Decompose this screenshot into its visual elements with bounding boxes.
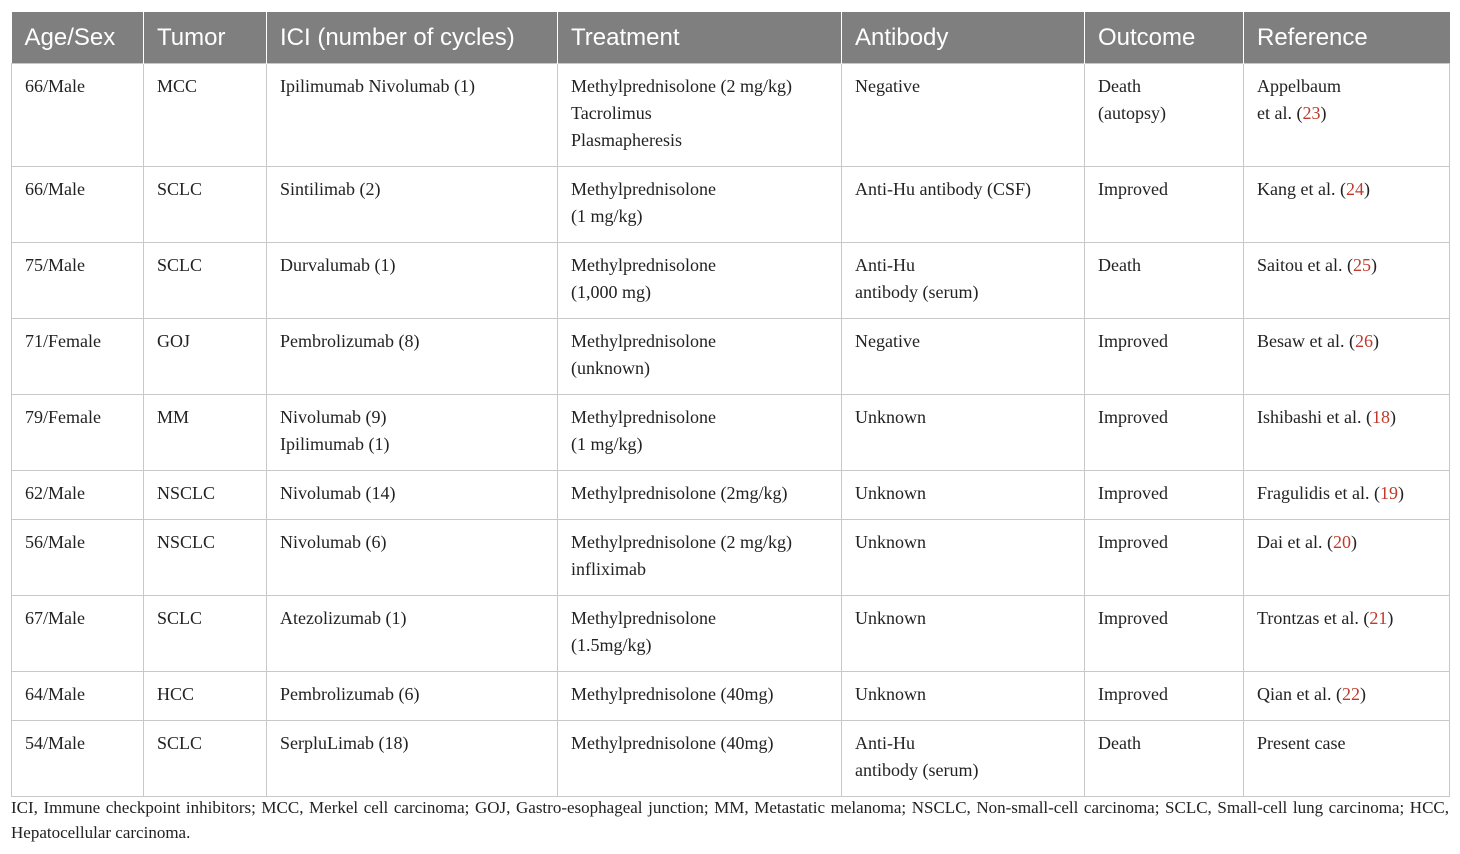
cell-ici-line: Pembrolizumab (8) bbox=[280, 331, 420, 351]
cell-reference bbox=[1244, 721, 1450, 797]
header-antibody: Antibody bbox=[842, 12, 1085, 64]
cell-reference bbox=[1244, 395, 1450, 471]
cell-outcome-line: Improved bbox=[1098, 179, 1168, 199]
cell-treatment-line: Methylprednisolone (2mg/kg) bbox=[571, 483, 788, 503]
reference-citation bbox=[1257, 328, 1436, 355]
reference-number-link[interactable]: 19 bbox=[1379, 483, 1398, 503]
cell-tumor: NSCLC bbox=[144, 471, 267, 520]
cell-treatment bbox=[558, 167, 842, 243]
cell-ici bbox=[267, 596, 558, 672]
cell-antibody bbox=[842, 672, 1085, 721]
cell-outcome bbox=[1085, 596, 1244, 672]
cell-ici-line: Atezolizumab (1) bbox=[280, 608, 407, 628]
cell-treatment bbox=[558, 395, 842, 471]
cell-antibody bbox=[842, 596, 1085, 672]
reference-number-link[interactable]: 24 bbox=[1345, 179, 1364, 199]
cell-treatment bbox=[558, 471, 842, 520]
cell-tumor: SCLC bbox=[144, 243, 267, 319]
cell-ici-line: Durvalumab (1) bbox=[280, 255, 396, 275]
cell-reference bbox=[1244, 167, 1450, 243]
cell-age-sex: 62/Male bbox=[12, 471, 144, 520]
cell-treatment bbox=[558, 596, 842, 672]
header-ici: ICI (number of cycles) bbox=[267, 12, 558, 64]
cell-outcome-line: Improved bbox=[1098, 532, 1168, 552]
header-tumor: Tumor bbox=[144, 12, 267, 64]
cell-antibody bbox=[842, 319, 1085, 395]
cell-antibody-line: Anti-Hu bbox=[855, 733, 915, 753]
cell-outcome-line: Death bbox=[1098, 733, 1141, 753]
table-row bbox=[12, 672, 1450, 721]
reference-citation bbox=[1257, 529, 1436, 556]
cell-treatment-line: Tacrolimus bbox=[571, 103, 652, 123]
table-footnote: ICI, Immune checkpoint inhibitors; MCC, Merkel cell carcinoma; GOJ, Gastro-esophageal junction; MM, Metastatic melanoma; NSCLC, Non-small-cell carcinoma; SCLC, Small-cell lung carcinoma; HCC, Hepatocellular carcinoma. bbox=[11, 798, 1449, 842]
cell-antibody-line: Unknown bbox=[855, 407, 926, 427]
cell-outcome bbox=[1085, 721, 1244, 797]
reference-number-link[interactable]: 26 bbox=[1354, 331, 1373, 351]
cell-antibody bbox=[842, 243, 1085, 319]
reference-line: Present case bbox=[1257, 733, 1346, 753]
reference-authors: Ishibashi et al. ( bbox=[1257, 407, 1372, 427]
cell-ici bbox=[267, 721, 558, 797]
cell-ici bbox=[267, 243, 558, 319]
reference-line: Appelbaum bbox=[1257, 76, 1341, 96]
cell-tumor: SCLC bbox=[144, 167, 267, 243]
reference-citation bbox=[1257, 176, 1436, 203]
table-row bbox=[12, 471, 1450, 520]
table-row bbox=[12, 520, 1450, 596]
cell-antibody-line: Anti-Hu antibody (CSF) bbox=[855, 179, 1032, 199]
cell-age-sex: 54/Male bbox=[12, 721, 144, 797]
cell-reference bbox=[1244, 520, 1450, 596]
table-row bbox=[12, 721, 1450, 797]
cell-treatment bbox=[558, 64, 842, 167]
cell-reference bbox=[1244, 243, 1450, 319]
cell-antibody bbox=[842, 520, 1085, 596]
table-row bbox=[12, 64, 1450, 167]
reference-number-link[interactable]: 21 bbox=[1369, 608, 1388, 628]
cell-ici-line: Nivolumab (14) bbox=[280, 483, 396, 503]
reference-citation bbox=[1257, 480, 1436, 507]
cell-antibody-line: Unknown bbox=[855, 684, 926, 704]
reference-number-link[interactable]: 23 bbox=[1302, 103, 1321, 123]
cell-age-sex: 64/Male bbox=[12, 672, 144, 721]
reference-number-link[interactable]: 18 bbox=[1371, 407, 1390, 427]
cell-ici bbox=[267, 319, 558, 395]
header-treatment: Treatment bbox=[558, 12, 842, 64]
reference-citation bbox=[1257, 100, 1436, 127]
cell-age-sex: 66/Male bbox=[12, 167, 144, 243]
cell-tumor: NSCLC bbox=[144, 520, 267, 596]
reference-close-paren: ) bbox=[1397, 483, 1404, 503]
cell-treatment-line: Plasmapheresis bbox=[571, 130, 682, 150]
table-body bbox=[12, 64, 1450, 797]
reference-citation bbox=[1257, 605, 1436, 632]
cell-ici-line: Ipilimumab Nivolumab (1) bbox=[280, 76, 475, 96]
cell-tumor: MM bbox=[144, 395, 267, 471]
reference-number-link[interactable]: 25 bbox=[1352, 255, 1371, 275]
cell-ici bbox=[267, 520, 558, 596]
cell-treatment bbox=[558, 520, 842, 596]
reference-authors: Besaw et al. ( bbox=[1257, 331, 1355, 351]
cell-treatment-line: Methylprednisolone (40mg) bbox=[571, 733, 774, 753]
cell-treatment-line: Methylprednisolone bbox=[571, 255, 716, 275]
reference-citation bbox=[1257, 252, 1436, 279]
cell-treatment-line: Methylprednisolone (2 mg/kg) bbox=[571, 76, 792, 96]
cell-ici-line: Ipilimumab (1) bbox=[280, 434, 390, 454]
cell-treatment-line: Methylprednisolone bbox=[571, 331, 716, 351]
reference-close-paren: ) bbox=[1370, 255, 1377, 275]
cell-age-sex: 75/Male bbox=[12, 243, 144, 319]
reference-close-paren: ) bbox=[1389, 407, 1396, 427]
reference-number-link[interactable]: 22 bbox=[1341, 684, 1360, 704]
header-row bbox=[12, 12, 1450, 64]
cell-treatment-line: infliximab bbox=[571, 559, 646, 579]
cell-ici bbox=[267, 395, 558, 471]
cell-treatment-line: (1 mg/kg) bbox=[571, 206, 643, 226]
cell-reference bbox=[1244, 672, 1450, 721]
cell-ici-line: Nivolumab (6) bbox=[280, 532, 387, 552]
reference-close-paren: ) bbox=[1387, 608, 1394, 628]
cell-tumor: SCLC bbox=[144, 596, 267, 672]
cell-antibody-line: Anti-Hu bbox=[855, 255, 915, 275]
header-reference: Reference bbox=[1244, 12, 1450, 64]
cell-treatment-line: (1.5mg/kg) bbox=[571, 635, 652, 655]
cell-antibody-line: antibody (serum) bbox=[855, 760, 979, 780]
cell-ici bbox=[267, 471, 558, 520]
cell-outcome bbox=[1085, 243, 1244, 319]
table-header bbox=[12, 12, 1450, 64]
cell-treatment-line: (1,000 mg) bbox=[571, 282, 651, 302]
table-row bbox=[12, 167, 1450, 243]
cell-age-sex: 79/Female bbox=[12, 395, 144, 471]
cell-age-sex: 67/Male bbox=[12, 596, 144, 672]
reference-close-paren: ) bbox=[1320, 103, 1327, 123]
cell-outcome-line: Improved bbox=[1098, 331, 1168, 351]
reference-authors: Trontzas et al. ( bbox=[1257, 608, 1370, 628]
cell-ici-line: Pembrolizumab (6) bbox=[280, 684, 420, 704]
reference-authors: Saitou et al. ( bbox=[1257, 255, 1353, 275]
cell-outcome-line: Death bbox=[1098, 255, 1141, 275]
cell-ici bbox=[267, 64, 558, 167]
cell-ici bbox=[267, 167, 558, 243]
cell-antibody-line: Negative bbox=[855, 331, 920, 351]
table-row bbox=[12, 395, 1450, 471]
cell-tumor: MCC bbox=[144, 64, 267, 167]
cell-antibody bbox=[842, 395, 1085, 471]
cell-outcome-line: Improved bbox=[1098, 608, 1168, 628]
header-age-sex: Age/Sex bbox=[12, 12, 144, 64]
reference-close-paren: ) bbox=[1363, 179, 1370, 199]
cell-treatment bbox=[558, 319, 842, 395]
header-outcome: Outcome bbox=[1085, 12, 1244, 64]
cell-ici bbox=[267, 672, 558, 721]
cell-treatment-line: (unknown) bbox=[571, 358, 650, 378]
reference-close-paren: ) bbox=[1372, 331, 1379, 351]
cell-treatment bbox=[558, 672, 842, 721]
cell-age-sex: 66/Male bbox=[12, 64, 144, 167]
cell-treatment-line: Methylprednisolone bbox=[571, 608, 716, 628]
cell-treatment-line: Methylprednisolone (40mg) bbox=[571, 684, 774, 704]
cell-antibody bbox=[842, 471, 1085, 520]
cell-outcome bbox=[1085, 395, 1244, 471]
cell-outcome bbox=[1085, 471, 1244, 520]
data-table-container bbox=[11, 12, 1449, 797]
reference-citation bbox=[1257, 404, 1436, 431]
cell-antibody bbox=[842, 167, 1085, 243]
cell-reference bbox=[1244, 471, 1450, 520]
cell-age-sex: 71/Female bbox=[12, 319, 144, 395]
cell-reference bbox=[1244, 64, 1450, 167]
cell-treatment bbox=[558, 243, 842, 319]
cell-outcome bbox=[1085, 520, 1244, 596]
reference-authors: Qian et al. ( bbox=[1257, 684, 1342, 704]
reference-authors: et al. ( bbox=[1257, 103, 1303, 123]
cell-outcome-line: Improved bbox=[1098, 483, 1168, 503]
cell-ici-line: Sintilimab (2) bbox=[280, 179, 381, 199]
cell-treatment-line: Methylprednisolone (2 mg/kg) bbox=[571, 532, 792, 552]
cell-treatment-line: Methylprednisolone bbox=[571, 407, 716, 427]
cell-antibody-line: Unknown bbox=[855, 532, 926, 552]
cell-antibody bbox=[842, 64, 1085, 167]
cell-outcome-line: (autopsy) bbox=[1098, 103, 1166, 123]
cell-age-sex: 56/Male bbox=[12, 520, 144, 596]
cell-outcome-line: Improved bbox=[1098, 684, 1168, 704]
cell-reference bbox=[1244, 319, 1450, 395]
cell-antibody-line: Unknown bbox=[855, 483, 926, 503]
cell-antibody-line: Negative bbox=[855, 76, 920, 96]
cell-outcome bbox=[1085, 64, 1244, 167]
cell-outcome-line: Improved bbox=[1098, 407, 1168, 427]
cell-ici-line: SerpluLimab (18) bbox=[280, 733, 409, 753]
reference-citation bbox=[1257, 681, 1436, 708]
table-row bbox=[12, 596, 1450, 672]
cell-treatment-line: Methylprednisolone bbox=[571, 179, 716, 199]
cell-outcome bbox=[1085, 167, 1244, 243]
reference-authors: Fragulidis et al. ( bbox=[1257, 483, 1380, 503]
reference-close-paren: ) bbox=[1359, 684, 1366, 704]
reference-authors: Kang et al. ( bbox=[1257, 179, 1346, 199]
cell-tumor: GOJ bbox=[144, 319, 267, 395]
cell-outcome-line: Death bbox=[1098, 76, 1141, 96]
cell-treatment-line: (1 mg/kg) bbox=[571, 434, 643, 454]
cell-reference bbox=[1244, 596, 1450, 672]
cell-antibody-line: Unknown bbox=[855, 608, 926, 628]
data-table bbox=[11, 12, 1450, 797]
cell-outcome bbox=[1085, 672, 1244, 721]
cell-antibody bbox=[842, 721, 1085, 797]
reference-close-paren: ) bbox=[1350, 532, 1357, 552]
table-row bbox=[12, 243, 1450, 319]
table-row bbox=[12, 319, 1450, 395]
cell-treatment bbox=[558, 721, 842, 797]
cell-ici-line: Nivolumab (9) bbox=[280, 407, 387, 427]
cell-outcome bbox=[1085, 319, 1244, 395]
cell-antibody-line: antibody (serum) bbox=[855, 282, 979, 302]
reference-authors: Dai et al. ( bbox=[1257, 532, 1333, 552]
reference-number-link[interactable]: 20 bbox=[1332, 532, 1351, 552]
cell-tumor: SCLC bbox=[144, 721, 267, 797]
cell-tumor: HCC bbox=[144, 672, 267, 721]
